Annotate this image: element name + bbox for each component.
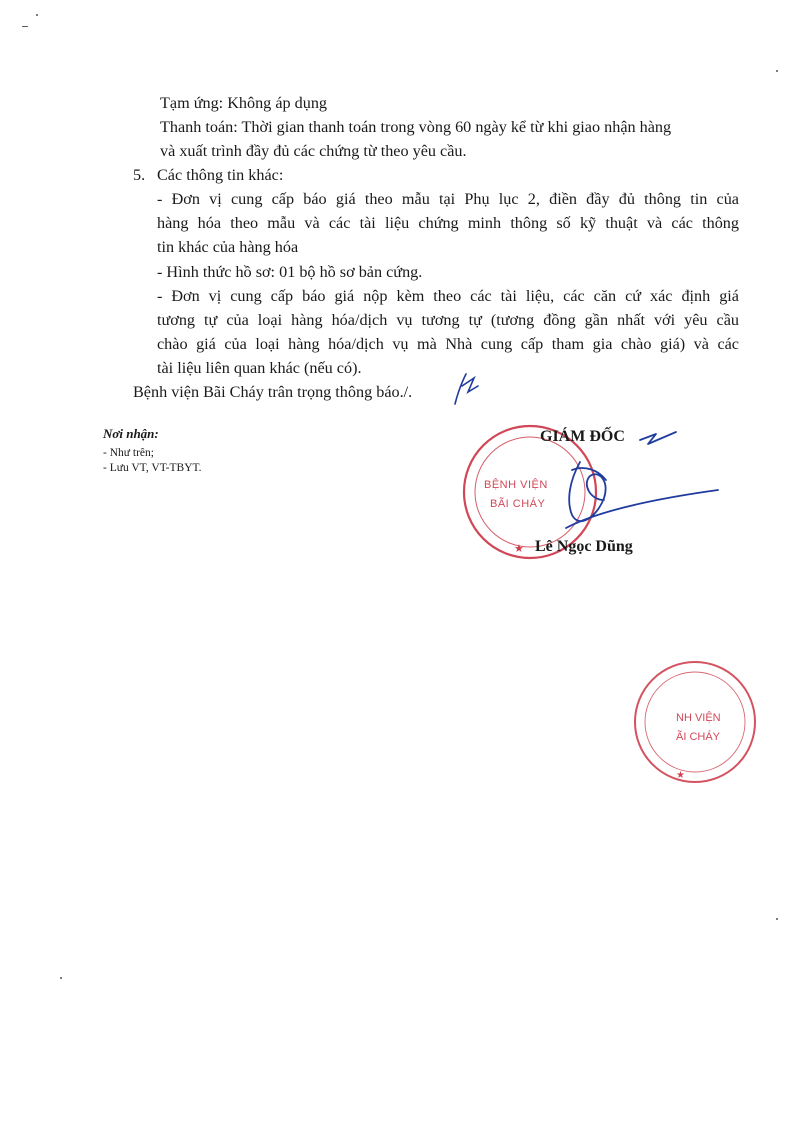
bullet1-line-2: hàng hóa theo mẫu và các tài liệu chứng minh thông số kỹ thuật và các thông — [157, 214, 739, 232]
item5-title: Các thông tin khác: — [157, 166, 284, 184]
director-signature-icon — [566, 432, 718, 528]
closing-line: Bệnh viện Bãi Cháy trân trọng thông báo./. — [133, 383, 413, 401]
signature-title: GIÁM ĐỐC — [540, 428, 625, 445]
payment-line-1: Thanh toán: Thời gian thanh toán trong vòng 60 ngày kể từ khi giao nhận hàng — [160, 118, 672, 136]
svg-text:★: ★ — [676, 770, 685, 781]
bullet1-line-1: - Đơn vị cung cấp báo giá theo mẫu tại Phụ lục 2, điền đầy đủ thông tin của — [157, 190, 739, 208]
svg-text:★: ★ — [514, 543, 524, 555]
bullet3-line-2: tương tự của loại hàng hóa/dịch vụ tương tự (tương đồng gần nhất với yêu cầu — [157, 311, 739, 329]
recipients-title: Nơi nhận: — [103, 426, 159, 441]
partial-seal-line1: NH VIỆN — [676, 712, 721, 724]
item5-number: 5. — [133, 166, 146, 184]
advance-line: Tạm ứng: Không áp dụng — [160, 94, 328, 112]
bullet2-line: - Hình thức hồ sơ: 01 bộ hồ sơ bản cứng. — [157, 263, 423, 281]
bullet3-line-3: chào giá của loại hàng hóa/dịch vụ mà Nhà cung cấp tham gia chào giá) và các — [157, 335, 739, 353]
partial-seal-line2: ÃI CHÁY — [676, 731, 721, 743]
payment-line-2: và xuất trình đầy đủ các chứng từ theo yêu cầu. — [160, 142, 467, 160]
initial-mark-icon — [455, 374, 478, 404]
bullet3-line-1: - Đơn vị cung cấp báo giá nộp kèm theo các tài liệu, các căn cứ xác định giá — [157, 287, 739, 305]
bullet3-line-4: tài liệu liên quan khác (nếu có). — [157, 359, 362, 377]
bullet1-line-3: tin khác của hàng hóa — [157, 238, 299, 256]
seal-text-line2: BÃI CHÁY — [490, 498, 546, 510]
signer-name: Lê Ngọc Dũng — [535, 538, 633, 555]
recipient-item: - Như trên; — [103, 447, 154, 459]
partial-seal — [635, 662, 755, 782]
recipient-item: - Lưu VT, VT-TBYT. — [103, 462, 202, 474]
seal-text-line1: BỆNH VIỆN — [484, 479, 548, 491]
